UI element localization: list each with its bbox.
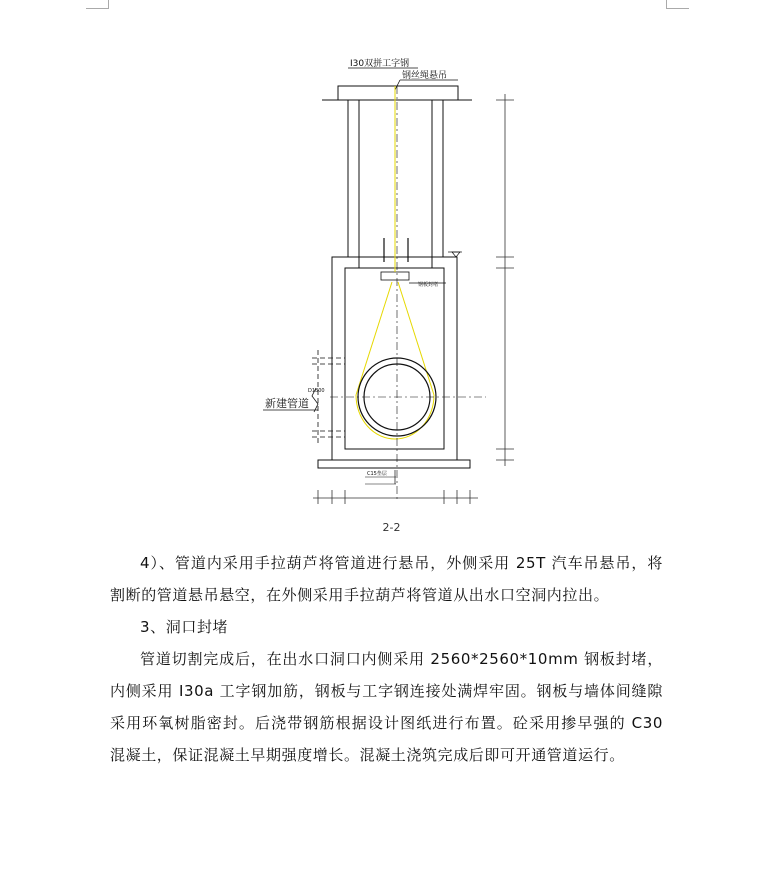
label-new-pipe: 新建管道 (265, 397, 309, 410)
hoist-block (381, 272, 409, 280)
paragraph-sealing: 管道切割完成后，在出水口洞口内侧采用 2560*2560*10mm 钢板封堵，内侧采用 I30a 工字钢加筋，钢板与工字钢连接处满焊牢固。钢板与墙体间缝隙采用环氧树脂密封。后浇带钢筋根据设计图纸进行布置。砼采用掺早强的 C30 混凝土，保证混凝土早期强度增长。混凝土浇筑完成后即可开通管道运行。 (110, 650, 663, 764)
level-triangle (452, 252, 460, 257)
top-steel-beam (338, 86, 458, 100)
section-heading-sealing: 3、洞口封堵 (140, 618, 229, 636)
shaft-wall-left (348, 100, 359, 257)
label-pipe-dia: D1800 (308, 388, 325, 394)
base-slab (318, 460, 470, 468)
label-top-beam: I30双拼工字钢 (350, 59, 410, 69)
wire-rope-left (356, 282, 392, 395)
paragraph-hoisting: 4）、管道内采用手拉葫芦将管道进行悬吊，外侧采用 25T 汽车吊悬吊，将割断的管道悬吊悬空，在外侧采用手拉葫芦将管道从出水口空洞内拉出。 (110, 554, 663, 604)
shaft-wall-right (432, 100, 443, 257)
wire-rope-sling (356, 395, 434, 439)
figure-caption: 2-2 (382, 521, 401, 534)
label-plate: 钢板封堵 (418, 282, 439, 288)
label-wire-rope: 钢丝绳悬吊 (402, 71, 448, 81)
leader-wire-rope-diag (395, 80, 400, 90)
wire-rope-right (398, 282, 434, 395)
label-cushion: C15垫层 (367, 471, 387, 477)
